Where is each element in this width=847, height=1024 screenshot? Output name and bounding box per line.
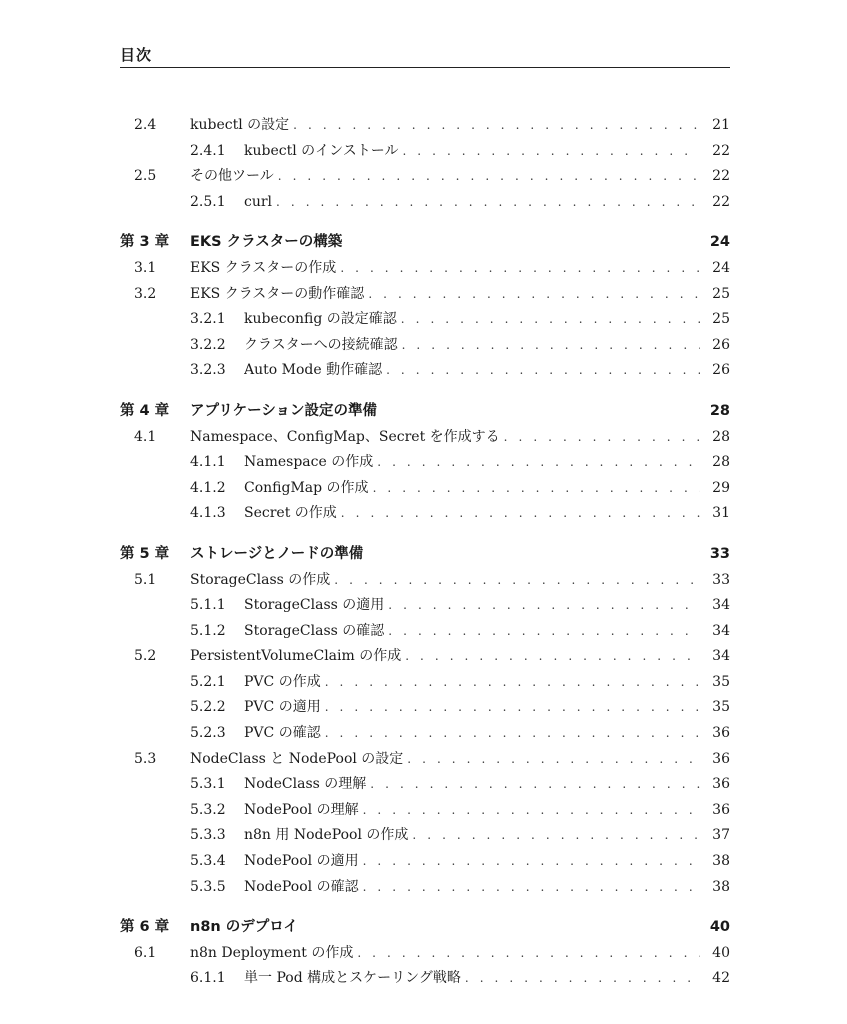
dot-leader [363,798,700,824]
toc-entry-number: 3.2 [134,285,157,302]
toc-entry-page-number: 22 [712,142,730,159]
toc-entry-number: 5.3.2 [190,801,226,818]
toc-entry-line [244,875,730,901]
toc-entry-page-number: 28 [709,402,730,419]
toc-entry-title: EKS クラスターの構築 [190,234,343,251]
toc-entry-line [190,941,730,967]
toc-entry-title: EKS クラスターの作成 [190,259,337,276]
toc-entry-number: 第 4 章 [120,402,170,419]
toc-entry-number: 2.4.1 [190,142,226,159]
toc-entry-title: アプリケーション設定の準備 [190,402,378,419]
dot-leader [278,164,700,190]
toc-entry-page-number: 34 [712,597,730,614]
toc-entry-chapter[interactable] [120,915,730,941]
toc-entry-subsection[interactable] [120,721,730,747]
toc-entry-page-number: 40 [709,919,730,936]
toc-entry-number: 第 3 章 [120,234,170,251]
toc-entry-section[interactable] [120,113,730,139]
toc-entry-number: 5.1 [134,571,157,588]
toc-entry-section[interactable] [120,568,730,594]
toc-entry-number: 2.5.1 [190,193,226,210]
dot-leader [401,307,700,333]
toc-entry-page-number: 28 [712,428,730,445]
toc-entry-line [244,823,730,849]
toc-entry-line [244,798,730,824]
toc-entry-page-number: 33 [709,545,730,562]
toc-entry-title: NodeClass の理解 [244,776,367,793]
table-of-contents [120,113,730,992]
toc-entry-section[interactable] [120,282,730,308]
toc-entry-number: 3.1 [134,259,157,276]
dot-leader [407,747,700,773]
toc-entry-number: 2.4 [134,117,157,133]
toc-entry-line [244,307,730,333]
toc-entry-page-number: 36 [712,725,730,742]
dot-leader [388,593,700,619]
dot-leader [363,849,700,875]
dot-leader [325,695,700,721]
toc-entry-subsection[interactable] [120,798,730,824]
dot-leader [363,875,700,901]
toc-entry-page-number: 37 [712,827,730,844]
toc-entry-chapter[interactable] [120,399,730,425]
toc-entry-number: 6.1 [134,944,157,961]
dot-leader [293,113,700,139]
toc-entry-subsection[interactable] [120,139,730,165]
toc-entry-subsection[interactable] [120,593,730,619]
toc-entry-title: kubectl の設定 [190,117,290,133]
toc-entry-subsection[interactable] [120,307,730,333]
toc-entry-line [244,139,730,165]
toc-entry-page-number: 24 [709,234,730,251]
dot-leader [388,619,700,645]
toc-entry-page-number: 24 [712,259,730,276]
toc-entry-number: 第 5 章 [120,545,170,562]
dot-leader [357,941,700,967]
toc-entry-number: 4.1.2 [190,479,226,496]
toc-entry-page-number: 26 [712,362,730,379]
toc-entry-title: StorageClass の作成 [190,571,331,588]
toc-entry-line [244,721,730,747]
toc-entry-line [244,695,730,721]
toc-entry-title: StorageClass の適用 [244,597,385,614]
toc-entry-section[interactable] [120,164,730,190]
toc-entry-section[interactable] [120,941,730,967]
toc-entry-subsection[interactable] [120,190,730,216]
toc-entry-page-number: 34 [712,622,730,639]
page-header [120,44,730,68]
toc-entry-section[interactable] [120,747,730,773]
toc-entry-title: StorageClass の確認 [244,622,385,639]
toc-entry-page-number: 35 [712,673,730,690]
toc-entry-title: NodePool の適用 [244,853,359,870]
toc-entry-line [244,593,730,619]
toc-entry-number: 5.3.5 [190,878,226,895]
toc-entry-line [244,966,730,992]
toc-entry-line [190,747,730,773]
toc-entry-subsection[interactable] [120,849,730,875]
toc-entry-number: 5.3.1 [190,776,226,793]
toc-entry-subsection[interactable] [120,450,730,476]
toc-entry-line [190,568,730,594]
toc-entry-line [190,644,730,670]
toc-entry-number: 5.1.1 [190,597,226,614]
dot-leader [368,282,700,308]
toc-entry-number: 3.2.1 [190,311,226,328]
dot-leader [405,644,700,670]
toc-entry-page-number: 25 [712,311,730,328]
toc-entry-section[interactable] [120,644,730,670]
page-title: 目次 [120,46,153,64]
toc-entry-number: 5.2.1 [190,673,226,690]
toc-entry-title: PersistentVolumeClaim の作成 [190,648,402,665]
toc-entry-title: n8n Deployment の作成 [190,944,354,961]
toc-entry-number: 4.1 [134,428,157,445]
toc-entry-title: PVC の適用 [244,699,321,716]
toc-entry-number: 5.3 [134,750,157,767]
toc-entry-line [244,333,730,359]
toc-entry-title: kubeconfig の設定確認 [244,311,397,328]
toc-entry-chapter[interactable] [120,542,730,568]
toc-entry-title: Secret の作成 [244,505,337,522]
toc-entry-title: n8n 用 NodePool の作成 [244,827,409,844]
dot-leader [465,966,700,992]
toc-entry-page-number: 26 [712,336,730,353]
toc-entry-page-number: 36 [712,801,730,818]
toc-entry-title: EKS クラスターの動作確認 [190,285,365,302]
toc-entry-page-number: 36 [712,750,730,767]
toc-entry-page-number: 22 [712,193,730,210]
toc-entry-line [244,476,730,502]
toc-entry-subsection[interactable] [120,476,730,502]
toc-entry-page-number: 34 [712,648,730,665]
toc-entry-title: PVC の作成 [244,673,321,690]
toc-entry-page-number: 33 [712,571,730,588]
dot-leader [402,139,700,165]
toc-entry-page-number: 21 [712,117,730,133]
toc-entry-number: 2.5 [134,168,157,185]
toc-entry-number: 3.2.3 [190,362,226,379]
toc-entry-page-number: 29 [712,479,730,496]
dot-leader [504,425,700,451]
toc-entry-line [244,501,730,527]
toc-entry-title: n8n のデプロイ [190,919,298,936]
toc-entry-title: ConfigMap の作成 [244,479,369,496]
toc-entry-line [244,670,730,696]
dot-leader [370,772,700,798]
toc-entry-page-number: 38 [712,878,730,895]
toc-entry-title: その他ツール [190,168,274,185]
toc-entry-page-number: 38 [712,853,730,870]
dot-leader [341,501,700,527]
toc-entry-title: NodePool の理解 [244,801,359,818]
toc-entry-line [190,230,730,256]
toc-entry-line [244,772,730,798]
toc-entry-title: NodeClass と NodePool の設定 [190,750,404,767]
dot-leader [325,721,700,747]
toc-entry-line [190,425,730,451]
toc-entry-title: Auto Mode 動作確認 [244,362,383,379]
toc-entry-subsection[interactable] [120,501,730,527]
toc-entry-number: 5.3.3 [190,827,226,844]
toc-entry-line [190,542,730,568]
toc-entry-number: 5.3.4 [190,853,226,870]
toc-entry-subsection[interactable] [120,619,730,645]
toc-entry-subsection[interactable] [120,333,730,359]
toc-entry-line [190,256,730,282]
toc-entry-line [190,164,730,190]
dot-leader [386,358,700,384]
dot-leader [377,450,700,476]
toc-entry-number: 4.1.1 [190,454,226,471]
toc-entry-subsection[interactable] [120,358,730,384]
toc-entry-number: 5.1.2 [190,622,226,639]
toc-entry-line [244,358,730,384]
toc-entry-title: クラスターへの接続確認 [244,336,398,353]
toc-entry-title: Namespace の作成 [244,454,374,471]
dot-leader [412,823,700,849]
toc-entry-chapter[interactable] [120,230,730,256]
dot-leader [325,670,700,696]
toc-entry-line [190,399,730,425]
toc-entry-number: 5.2.3 [190,725,226,742]
toc-entry-number: 4.1.3 [190,505,226,522]
dot-leader [402,333,700,359]
toc-entry-line [244,450,730,476]
toc-entry-section[interactable] [120,425,730,451]
toc-entry-title: Namespace、ConfigMap、Secret を作成する [190,428,500,445]
toc-entry-number: 6.1.1 [190,970,226,987]
toc-entry-section[interactable] [120,256,730,282]
toc-entry-subsection[interactable] [120,875,730,901]
toc-entry-title: 単一 Pod 構成とスケーリング戦略 [244,970,461,987]
toc-entry-page-number: 42 [712,970,730,987]
dot-leader [373,476,700,502]
toc-entry-line [190,915,730,941]
dot-leader [340,256,700,282]
toc-entry-number: 5.2 [134,648,157,665]
toc-entry-page-number: 36 [712,776,730,793]
toc-entry-number: 第 6 章 [120,919,170,936]
toc-entry-page-number: 22 [712,168,730,185]
toc-entry-subsection[interactable] [120,670,730,696]
toc-entry-title: PVC の確認 [244,725,321,742]
toc-entry-page-number: 40 [712,944,730,961]
toc-entry-page-number: 28 [712,454,730,471]
toc-entry-subsection[interactable] [120,695,730,721]
toc-entry-subsection[interactable] [120,966,730,992]
toc-entry-page-number: 25 [712,285,730,302]
toc-entry-title: curl [244,193,273,210]
toc-entry-number: 5.2.2 [190,699,226,716]
toc-entry-line [244,619,730,645]
toc-entry-title: ストレージとノードの準備 [190,545,364,562]
toc-entry-line [244,849,730,875]
toc-entry-subsection[interactable] [120,823,730,849]
toc-entry-line [190,113,730,139]
dot-leader [276,190,700,216]
toc-entry-line [190,282,730,308]
toc-entry-number: 3.2.2 [190,336,226,353]
toc-entry-title: kubectl のインストール [244,142,399,159]
toc-entry-page-number: 35 [712,699,730,716]
toc-entry-page-number: 31 [712,505,730,522]
toc-entry-title: NodePool の確認 [244,878,359,895]
dot-leader [334,568,700,594]
toc-entry-subsection[interactable] [120,772,730,798]
toc-entry-line [244,190,730,216]
